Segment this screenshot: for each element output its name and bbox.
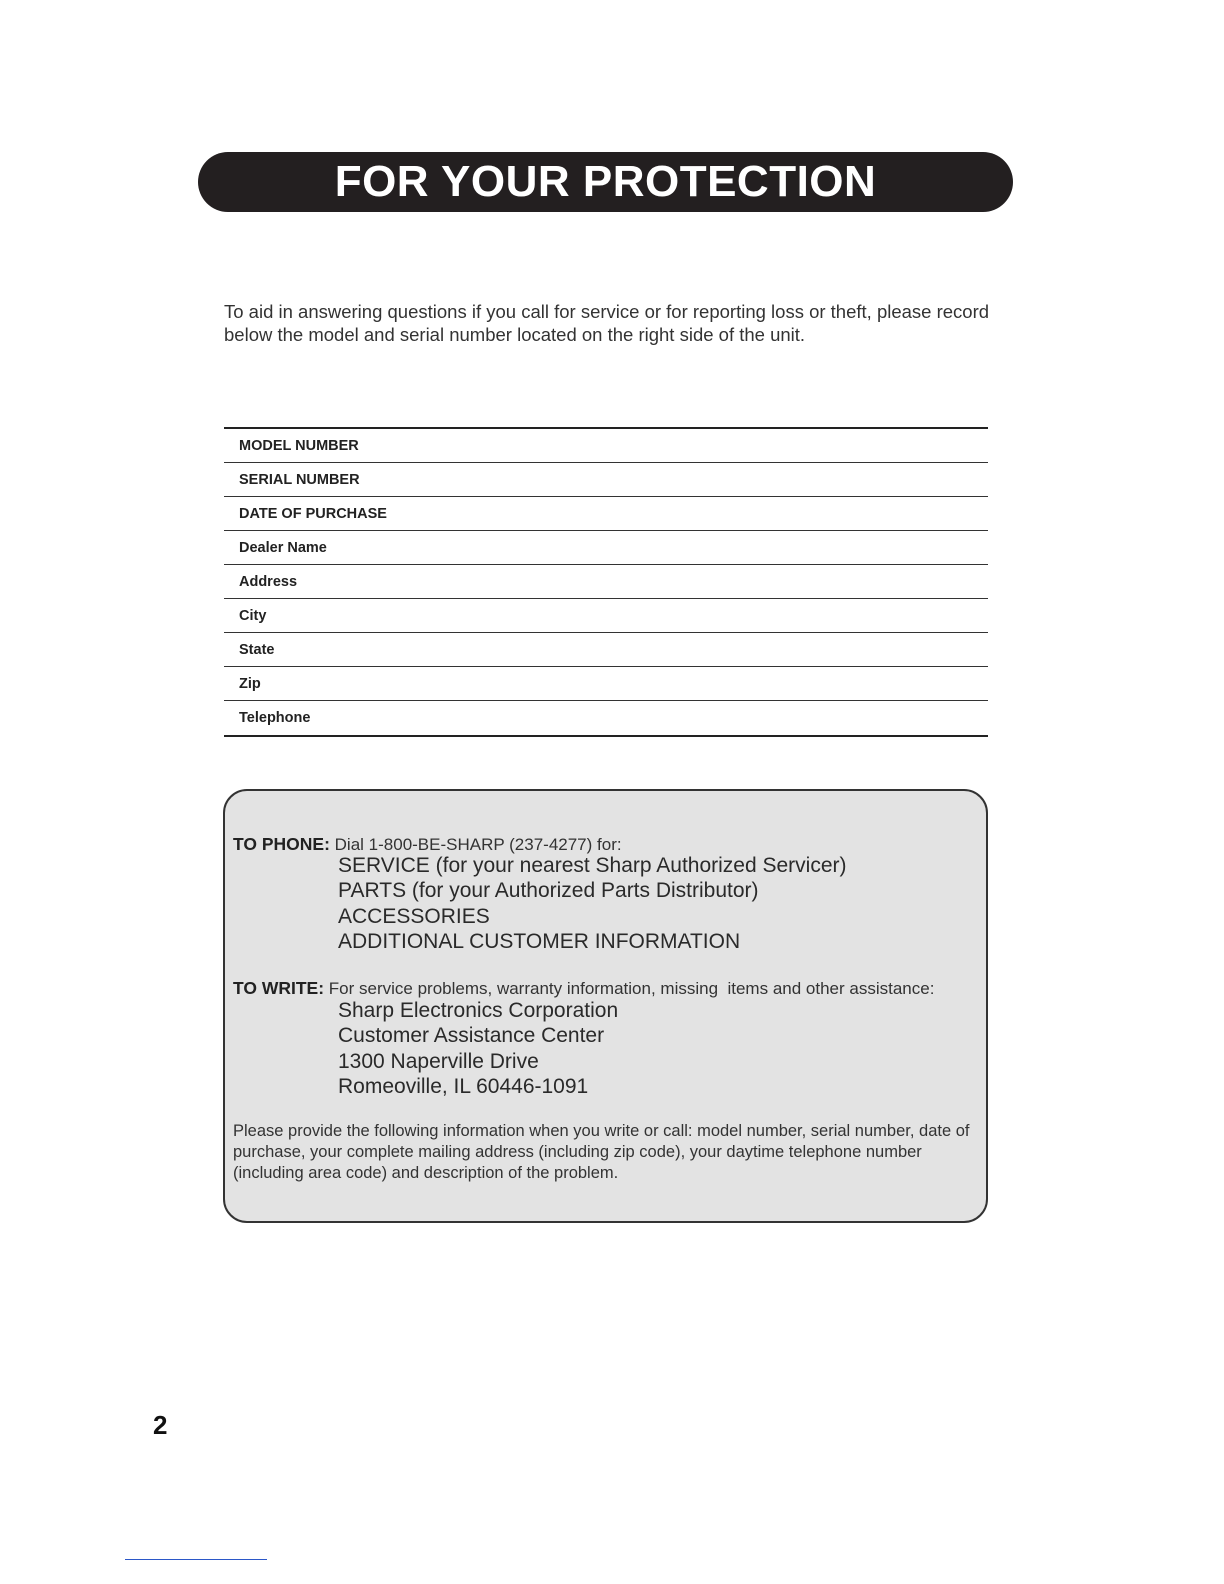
phone-line [233, 834, 622, 855]
record-label: Telephone [239, 710, 311, 726]
phone-text: Dial 1-800-BE-SHARP (237-4277) for: [334, 835, 622, 854]
write-line [233, 978, 934, 999]
phone-item: ADDITIONAL CUSTOMER INFORMATION [338, 930, 741, 953]
address-line: 1300 Naperville Drive [338, 1050, 539, 1073]
record-label: State [239, 641, 275, 658]
record-label: DATE OF PURCHASE [239, 505, 387, 522]
title-banner [198, 152, 1013, 212]
record-label: Zip [239, 675, 261, 692]
record-label: MODEL NUMBER [239, 437, 359, 454]
address-line: Sharp Electronics Corporation [338, 999, 619, 1022]
record-label: Dealer Name [239, 539, 327, 556]
page-title: FOR YOUR PROTECTION [334, 157, 877, 206]
record-label: City [239, 607, 267, 624]
address-line: Romeoville, IL 60446-1091 [338, 1075, 589, 1098]
record-row-city [224, 599, 988, 633]
page-number: 2 [153, 1410, 168, 1440]
phone-item: PARTS (for your Authorized Parts Distributor) [338, 879, 759, 902]
intro-paragraph: To aid in answering questions if you call for service or for reporting loss or theft, please record below the model and serial number located on the right side of the unit. [224, 301, 990, 345]
record-row-state [224, 633, 988, 667]
contact-info-box [223, 789, 988, 1223]
phone-item: SERVICE (for your nearest Sharp Authorized Servicer) [338, 854, 847, 877]
record-row-date-of-purchase [224, 497, 988, 531]
record-label: Address [239, 573, 298, 590]
record-row-serial-number [224, 463, 988, 497]
record-row-address [224, 565, 988, 599]
address-line: Customer Assistance Center [338, 1024, 605, 1047]
record-label: SERIAL NUMBER [239, 471, 360, 488]
record-row-zip [224, 667, 988, 701]
record-table [224, 427, 988, 737]
contact-note: Please provide the following information when you write or call: model number, serial number, date of purchase, your complete mailing address (including zip code), your daytime telephone number (including area code) and description of the problem. [233, 1122, 970, 1182]
write-text: For service problems, warranty information, missing items and other assistance: [328, 979, 935, 998]
record-row-telephone [224, 701, 988, 735]
record-row-dealer-name [224, 531, 988, 565]
phone-item: ACCESSORIES [338, 905, 490, 928]
footer-divider [125, 1559, 267, 1560]
record-row-model-number [224, 429, 988, 463]
phone-label: TO PHONE: [233, 834, 330, 854]
write-label: TO WRITE: [233, 978, 325, 998]
